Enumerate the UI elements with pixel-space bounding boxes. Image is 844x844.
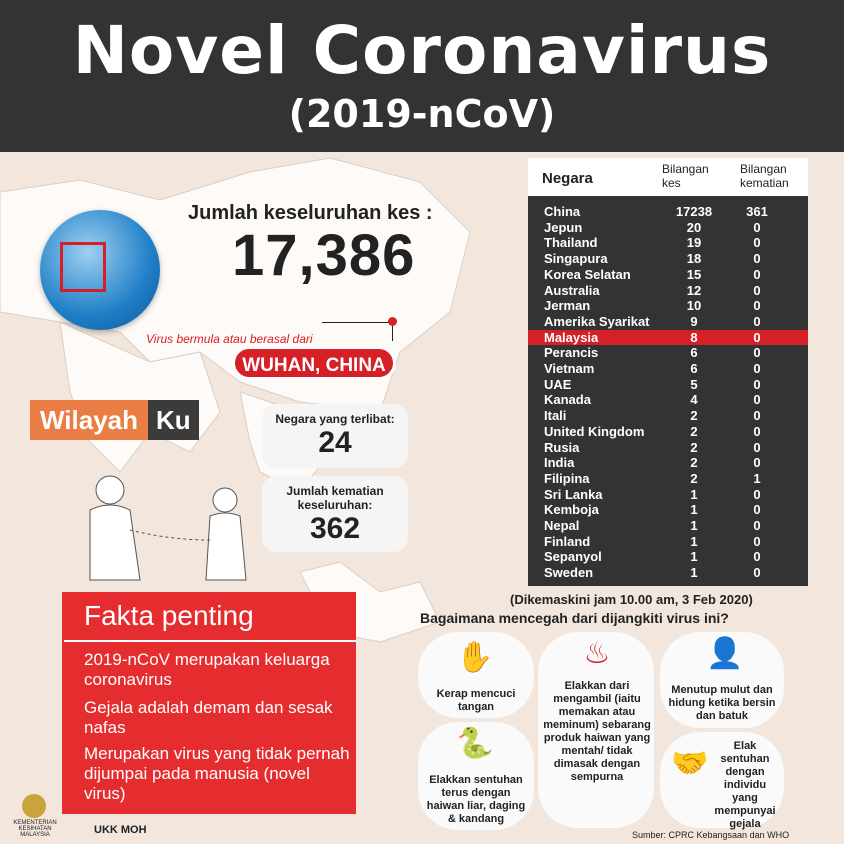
deaths-cell: 0	[753, 549, 761, 565]
deaths-cell: 0	[753, 298, 761, 314]
country-cell: Jepun	[544, 219, 583, 235]
origin-label: Virus bermula atau berasal dari	[146, 332, 313, 346]
deaths-cell: 0	[753, 423, 761, 439]
no-contact-icon: 🤝	[671, 747, 709, 780]
country-cell: Kemboja	[544, 502, 599, 518]
table-row	[528, 502, 808, 518]
prevention-text: Elakkan sentuhan terus dengan haiwan liar, daging & kandang	[426, 774, 526, 825]
country-cell: Perancis	[544, 345, 599, 361]
page-title: Novel Coronavirus	[72, 12, 772, 89]
table-row	[528, 487, 808, 503]
handwash-icon: ✋	[456, 641, 494, 674]
country-cell: Vietnam	[544, 361, 595, 376]
header-cases: Bilangan kes	[662, 162, 709, 190]
header-deaths: Bilangan kematian	[740, 162, 789, 190]
cases-cell: 1	[690, 486, 698, 502]
region-marker	[60, 242, 106, 292]
cases-cell: 1	[690, 518, 698, 533]
fact-item: 2019-nCoV merupakan keluarga coronavirus	[84, 650, 330, 689]
deaths-cell: 0	[753, 361, 761, 376]
source-note: Sumber: CPRC Kebangsaan dan WHO	[632, 830, 790, 840]
facts-title: Fakta penting	[84, 600, 254, 631]
country-cell: Australia	[544, 282, 600, 298]
table-row	[528, 345, 808, 361]
prevention-text: Kerap mencuci tangan	[436, 688, 516, 713]
country-cell: Kanada	[544, 392, 591, 408]
cases-cell: 1	[690, 565, 698, 581]
cases-cell: 6	[690, 361, 698, 376]
country-cell: Finland	[544, 533, 591, 549]
table-row	[528, 314, 808, 330]
brand-logo	[30, 400, 199, 440]
origin-dot-icon	[388, 317, 397, 326]
country-cell: Sri Lanka	[544, 486, 603, 502]
table-row	[528, 455, 808, 471]
deaths-card	[262, 476, 408, 552]
cases-cell: 18	[686, 251, 702, 267]
table-row	[528, 534, 808, 550]
table-row	[528, 408, 808, 424]
deaths-cell: 0	[753, 235, 761, 251]
deaths-cell: 0	[753, 533, 761, 549]
deaths-cell: 0	[753, 455, 761, 471]
fact-item: Merupakan virus yang tidak pernah dijumpai pada manusia (novel virus)	[84, 744, 350, 803]
origin-pointer	[322, 322, 393, 341]
cases-cell: 1	[690, 549, 698, 565]
country-cell: Thailand	[544, 235, 598, 251]
deaths-label: Jumlah kematian keseluruhan:	[286, 484, 384, 512]
table-row	[528, 392, 808, 408]
table-row	[528, 204, 808, 220]
countries-label: Negara yang terlibat:	[275, 412, 395, 426]
deaths-cell: 0	[753, 219, 761, 235]
page-subtitle: (2019-nCoV)	[288, 92, 556, 136]
prevention-text: Elakkan dari mengambil (iaitu memakan atau meminum) sebarang produk haiwan yang mentah/ tidak dimasak dengan sempurna	[543, 680, 651, 783]
cases-cell: 8	[690, 329, 698, 345]
deaths-cell: 0	[753, 345, 761, 361]
cases-table	[528, 158, 808, 586]
table-row	[528, 424, 808, 440]
people-illustration	[70, 470, 270, 590]
deaths-cell: 0	[753, 486, 761, 502]
table-row	[528, 565, 808, 581]
wild-animal-icon: 🐍	[456, 727, 494, 760]
header-country: Negara	[542, 170, 593, 187]
deaths-cell: 0	[753, 376, 761, 392]
cases-cell: 1	[690, 533, 698, 549]
country-cell: UAE	[544, 376, 572, 392]
cases-cell: 2	[690, 408, 698, 424]
table-row	[528, 361, 808, 377]
country-cell: Sepanyol	[544, 549, 602, 565]
table-row	[528, 518, 808, 534]
cough-cover-icon: 👤	[706, 637, 744, 670]
cases-cell: 4	[690, 392, 698, 408]
brand-left: Wilayah	[30, 400, 148, 440]
unit-name: UKK MOH	[94, 824, 147, 836]
country-cell: Itali	[544, 408, 567, 424]
table-header	[528, 158, 808, 196]
deaths-cell: 0	[753, 282, 761, 298]
globe-icon	[40, 210, 160, 330]
cases-cell: 17238	[675, 204, 713, 219]
updated-note: (Dikemaskini jam 10.00 am, 3 Feb 2020)	[510, 592, 753, 607]
cases-cell: 2	[690, 455, 698, 471]
cases-cell: 10	[686, 298, 702, 314]
table-row	[528, 283, 808, 299]
deaths-cell: 0	[753, 266, 761, 282]
deaths-value: 362	[309, 512, 361, 545]
total-cases-value: 17,386	[232, 223, 416, 288]
origin-badge: WUHAN, CHINA	[232, 346, 396, 380]
prevention-title: Bagaimana mencegah dari dijangkiti virus ini?	[420, 610, 729, 626]
prevention-text: Menutup mulut dan hidung ketika bersin dan batuk	[668, 684, 776, 722]
countries-card	[262, 404, 408, 468]
deaths-cell: 0	[753, 392, 761, 408]
cases-cell: 15	[686, 266, 702, 282]
country-cell: Sweden	[544, 565, 594, 581]
prevention-text: Elak sentuhan dengan individu yang mempunyai gejala	[714, 740, 776, 830]
deaths-cell: 361	[746, 204, 768, 219]
table-row	[528, 471, 808, 487]
deaths-cell: 0	[753, 565, 761, 581]
cases-cell: 5	[690, 376, 698, 392]
table-row	[528, 549, 808, 565]
deaths-cell: 0	[753, 329, 761, 345]
ministry-crest-icon	[22, 794, 46, 818]
country-cell: India	[544, 455, 575, 471]
deaths-cell: 0	[753, 408, 761, 424]
country-cell: China	[544, 204, 581, 219]
table-row	[528, 440, 808, 456]
countries-value: 24	[318, 426, 352, 459]
ministry-name: KEMENTERIAN KESIHATAN MALAYSIA	[13, 820, 57, 838]
country-cell: Rusia	[544, 439, 580, 455]
deaths-cell: 0	[753, 518, 761, 533]
table-row	[528, 330, 808, 346]
country-cell: Singapura	[544, 251, 608, 267]
cases-cell: 19	[686, 235, 702, 251]
cases-cell: 2	[690, 439, 698, 455]
table-row	[528, 251, 808, 267]
country-cell: Filipina	[544, 470, 590, 486]
cases-cell: 20	[686, 219, 702, 235]
deaths-cell: 0	[753, 502, 761, 518]
table-row	[528, 220, 808, 236]
table-row	[528, 235, 808, 251]
country-cell: Malaysia	[544, 329, 599, 345]
deaths-cell: 0	[753, 313, 761, 329]
table-row	[528, 298, 808, 314]
deaths-cell: 0	[753, 439, 761, 455]
facts-divider	[64, 640, 356, 642]
country-cell: United Kingdom	[544, 423, 645, 439]
cases-cell: 9	[690, 313, 698, 329]
country-cell: Nepal	[544, 518, 580, 533]
deaths-cell: 1	[753, 470, 761, 486]
cases-cell: 2	[690, 470, 698, 486]
country-cell: Korea Selatan	[544, 266, 631, 282]
cases-cell: 6	[690, 345, 698, 361]
country-cell: Amerika Syarikat	[544, 313, 650, 329]
cases-cell: 12	[686, 282, 702, 298]
country-cell: Jerman	[544, 298, 591, 314]
fact-item: Gejala adalah demam dan sesak nafas	[84, 698, 333, 737]
table-row	[528, 377, 808, 393]
brand-right: Ku	[148, 400, 199, 440]
total-cases-label: Jumlah keseluruhan kes :	[188, 202, 433, 224]
cases-cell: 2	[690, 423, 698, 439]
table-row	[528, 267, 808, 283]
deaths-cell: 0	[753, 251, 761, 267]
cases-cell: 1	[690, 502, 698, 518]
cooked-meat-icon: ♨	[583, 637, 611, 670]
